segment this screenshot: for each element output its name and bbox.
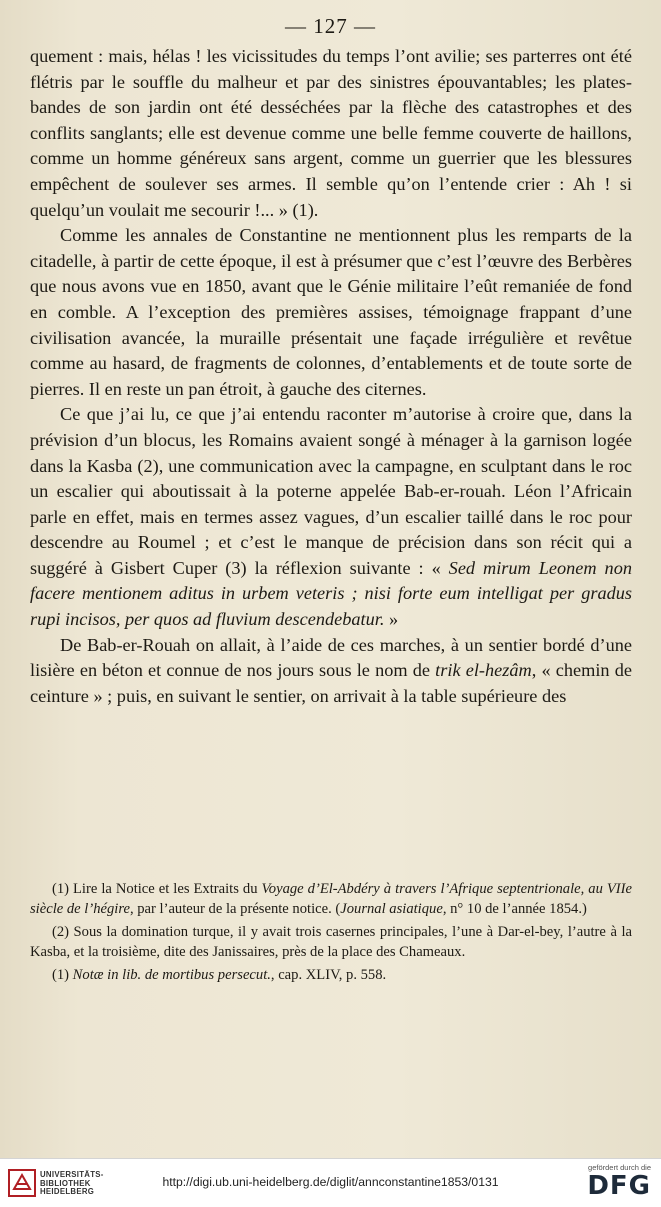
- text-run: De Bab-er-Rouah on allait, à l’aide de ces marches, à un sentier bordé d’une lisière en béton et connue de nos jours sous le nom de: [30, 634, 632, 681]
- viewer-footer: [0, 1158, 661, 1207]
- text-run: »: [384, 609, 399, 630]
- page-url[interactable]: http://digi.ub.uni-heidelberg.de/diglit/annconstantine1853/0131: [162, 1175, 499, 1189]
- text-run: (1) Lire la Notice et les Extraits du: [52, 881, 262, 897]
- text-run: , par l’auteur de la présente notice. (: [129, 900, 341, 917]
- dfg-logo[interactable]: [567, 1163, 651, 1203]
- italic-text: Notæ in lib. de mortibus persecut.: [72, 967, 271, 983]
- italic-text: Journal asiatique: [340, 900, 443, 917]
- library-name: UNIVERSITÄTS- BIBLIOTHEK HEIDELBERG: [40, 1170, 104, 1197]
- funder-caption: gefördert durch die: [588, 1163, 651, 1172]
- text-run: , cap. XLIV, p. 558.: [270, 967, 387, 983]
- text-run: quement : mais, hélas ! les vicissitudes du temps l’ont avilie; ses parterres ont été flétris par le souffle du malheur et par des sinistres épouvantables; les plates-bandes de son jardin ont été desséchées par la flèche des catastrophes et des conflits sanglants; elle est devenue comme une belle femme couverte de haillons, comme un homme généreux sans argent, comme un guerrier que les blessures empêchent de soulever ses armes. Il semble qu’on l’entende crier : Ah ! si quelqu’un voulait me secourir !... » (1).: [30, 46, 632, 220]
- text-run: , « chemin de ceinture » ; puis, en suivant le sentier, on arrivait à la table supérieure des: [30, 660, 632, 706]
- footnote-2: [30, 923, 632, 962]
- text-run: Ce que j’ai lu, ce que j’ai entendu raconter m’autorise à croire que, dans la prévision d’un blocus, les Romains avaient songé à ménager à la garnison logée dans la Kasba (2), une communication avec la campagne, en sculptant dans le roc un escalier qui aboutissait à la poterne appelée Bab-er-rouah. Léon l’Africain parle en effet, mais en termes assez vagues, d’un escalier taillé dans le roc pour descendre au Roumel ; et c’est le manque de précision dans son récit qui a suggéré à Gisbert Cuper (3) la réflexion suivante : «: [30, 404, 632, 578]
- text-run: , n° 10 de l’année 1854.): [442, 900, 587, 917]
- paragraph-2: [30, 223, 632, 402]
- paragraph-1: [30, 44, 632, 223]
- text-run: (1): [52, 967, 73, 983]
- footnote-1: [30, 880, 632, 919]
- main-text: [30, 44, 632, 709]
- italic-text: Voyage d’El-Abdéry à travers l’Afrique septentrionale, au VIIe siècle de l’hégire: [30, 881, 632, 917]
- funder-name: DFG: [587, 1171, 651, 1201]
- text-run: (2) Sous la domination turque, il y avait trois casernes principales, l’une à Dar-el-bey, l’autre à la Kasba, et la troisième, dite des Janissaires, près de la place des Chameaux.: [30, 924, 632, 960]
- italic-text: trik el-hezâm: [435, 660, 532, 681]
- paragraph-4: [30, 633, 632, 710]
- paragraph-3: [30, 402, 632, 632]
- footnotes: [30, 880, 632, 990]
- footnote-3: [30, 966, 632, 986]
- text-run: Comme les annales de Constantine ne mentionnent plus les remparts de la citadelle, à partir de cette époque, il est à présumer que c’est l’œuvre des Berbères que nous avons vue en 1850, avant que le Génie militaire l’eût remaniée de fond en comble. A l’exception des premières assises, témoignage frappant d’une civilisation avancée, la muraille présentait une façade irrégulière et revêtue comme au hasard, de fragments de colonnes, d’entablements et de toute sorte de pierres. Il en reste un pan étroit, à gauche des citernes.: [30, 225, 632, 399]
- italic-text: Sed mirum Leonem non facere mentionem aditus in urbem veteris ; nisi forte eum intelligat per gradus rupi incisos, per quos ad fluvium descendebatur.: [30, 557, 632, 630]
- page-number-header: — 127 —: [285, 14, 376, 38]
